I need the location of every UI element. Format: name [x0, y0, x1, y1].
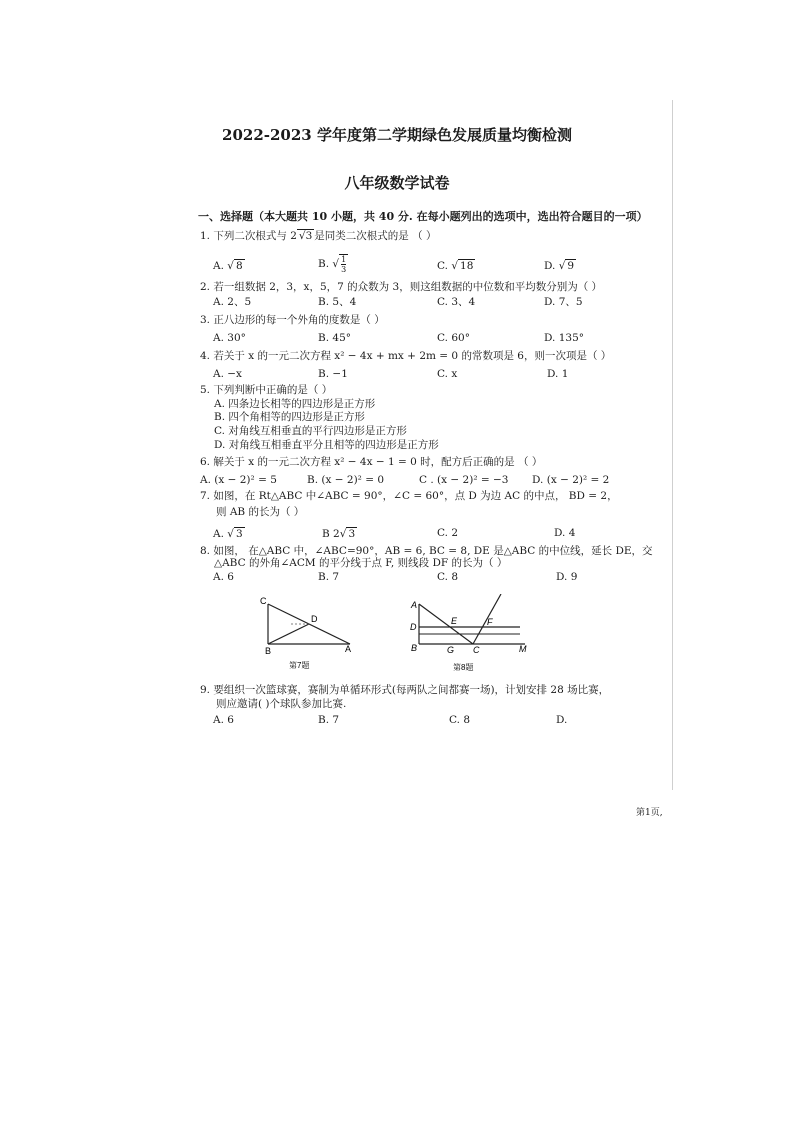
- fig8-label-m: M: [519, 644, 527, 654]
- question-9-stem-2: 则应邀请( )个球队参加比赛.: [216, 698, 347, 710]
- question-2-stem: 2. 若一组数据 2，3，x，5，7 的众数为 3，则这组数据的中位数和平均数分别为（ ）: [200, 281, 603, 293]
- question-1-stem: 1. 下列二次根式与 2 √3 是同类二次根式的是 （ ）: [200, 230, 437, 242]
- q5-option-a: A. 四条边长相等的四边形是正方形: [214, 398, 376, 410]
- q3-option-a: A. 30°: [213, 332, 246, 344]
- q9-option-d: D.: [556, 714, 568, 726]
- fig8-label-a: A: [411, 600, 418, 610]
- q8-option-d: D. 9: [556, 571, 578, 583]
- q6-option-d: D. (x − 2)² = 2: [532, 474, 610, 486]
- figure-8-triangle: [405, 594, 535, 674]
- q4-option-a: A. −x: [213, 368, 242, 380]
- question-8-stem: 8. 如图， 在△ABC 中，∠ABC=90°，AB = 6, BC = 8, DE 是△ABC 的中位线，延长 DE，交: [200, 545, 653, 557]
- q7-option-a: A. √ 3: [213, 528, 243, 540]
- question-4-stem: 4. 若关于 x 的一元二次方程 x² − 4x + mx + 2m = 0 的常数项是 6，则一次项是（ ）: [200, 350, 612, 362]
- q9-option-c: C. 8: [449, 714, 471, 726]
- q8-option-c: C. 8: [437, 571, 459, 583]
- q5-option-c: C. 对角线互相垂直的平行四边形是正方形: [214, 425, 407, 437]
- page-edge-line: [672, 100, 673, 790]
- q7-option-d: D. 4: [554, 527, 576, 539]
- q4-option-b: B. −1: [318, 368, 348, 380]
- figure-7-triangle: [255, 592, 365, 670]
- question-5-stem: 5. 下列判断中正确的是（ ）: [200, 384, 333, 396]
- q5-option-b: B. 四个角相等的四边形是正方形: [214, 411, 365, 423]
- q8-option-b: B. 7: [318, 571, 340, 583]
- fig7-label-d: D: [311, 614, 318, 624]
- question-6-stem: 6. 解关于 x 的一元二次方程 x² − 4x − 1 = 0 时，配方后正确的是 （ ）: [200, 456, 543, 468]
- fig8-caption: 第8题: [453, 663, 474, 672]
- q3-option-c: C. 60°: [437, 332, 470, 344]
- q7-option-c: C. 2: [437, 527, 459, 539]
- question-9-stem: 9. 要组织一次篮球赛，赛制为单循环形式(每两队之间都赛一场)，计划安排 28 场比赛，: [200, 684, 610, 696]
- fig8-label-b: B: [411, 643, 418, 653]
- question-7-stem: 7. 如图，在 Rt△ABC 中∠ABC = 90°，∠C = 60°，点 D 为边 AC 的中点， BD = 2，: [200, 490, 618, 502]
- fig7-label-a: A: [345, 644, 352, 654]
- fig8-label-c: C: [473, 645, 480, 655]
- q5-option-d: D. 对角线互相垂直平分且相等的四边形是正方形: [214, 439, 439, 451]
- fig8-label-e: E: [451, 616, 458, 626]
- q2-option-a: A. 2、5: [213, 296, 252, 308]
- q2-option-d: D. 7、5: [544, 296, 583, 308]
- question-8-stem-2: △ABC 的外角∠ACM 的平分线于点 F, 则线段 DF 的长为（ ）: [214, 557, 508, 569]
- page-number: 第1页,: [636, 808, 663, 818]
- q6-option-b: B. (x − 2)² = 0: [307, 474, 385, 486]
- q1-option-c: C. √ 18: [437, 260, 474, 272]
- q2-option-c: C. 3、4: [437, 296, 476, 308]
- fig8-label-g: G: [447, 645, 455, 655]
- sqrt-symbol: √3: [298, 230, 313, 242]
- q3-option-b: B. 45°: [318, 332, 352, 344]
- exam-title: 2022-2023 学年度第二学期绿色发展质量均衡检测: [222, 126, 572, 144]
- exam-subtitle: 八年级数学试卷: [344, 174, 450, 192]
- question-3-stem: 3. 正八边形的每一个外角的度数是（ ）: [200, 314, 385, 326]
- question-7-stem-2: 则 AB 的长为（ ）: [216, 506, 305, 518]
- fig8-label-d: D: [410, 622, 417, 632]
- q4-option-c: C. x: [437, 368, 458, 380]
- fig8-label-f: F: [487, 617, 493, 627]
- q2-option-b: B. 5、4: [318, 296, 357, 308]
- q3-option-d: D. 135°: [544, 332, 585, 344]
- section-heading: 一、选择题（本大题共 10 小题，共 40 分. 在每小题列出的选项中，选出符合题目的一项）: [198, 210, 648, 223]
- q8-option-a: A. 6: [213, 571, 234, 583]
- fig7-label-b: B: [265, 646, 272, 656]
- q4-option-d: D. 1: [547, 368, 569, 380]
- q7-option-b: B 2√ 3: [322, 528, 356, 540]
- q1-option-a: A. √ 8: [213, 260, 243, 272]
- q1-option-d: D. √ 9: [544, 260, 575, 272]
- fig7-caption: 第7题: [289, 661, 310, 670]
- fig7-label-c: C: [260, 596, 267, 606]
- q1-option-b: B. √ $\frac{1}{3}$: [318, 255, 347, 274]
- q6-option-c: C . (x − 2)² = −3: [419, 474, 509, 486]
- q6-option-a: A. (x − 2)² = 5: [200, 474, 277, 486]
- q9-option-b: B. 7: [318, 714, 340, 726]
- q9-option-a: A. 6: [213, 714, 234, 726]
